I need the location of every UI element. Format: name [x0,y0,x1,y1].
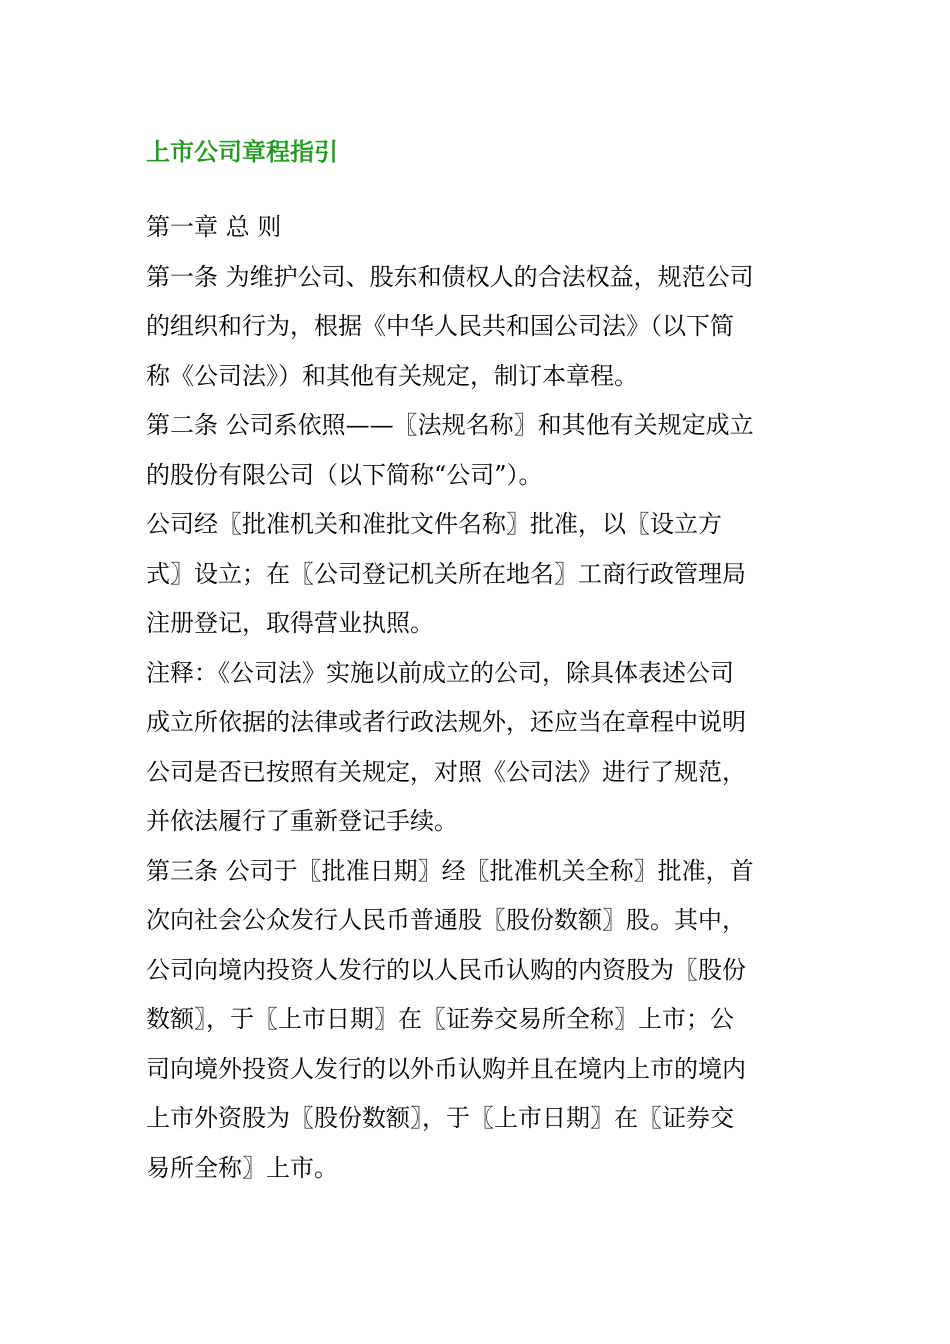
text-line: 数额〗，于〖上市日期〗在〖证券交易所全称〗上市；公 [146,1005,734,1033]
text-line: 的组织和行为，根据《中华人民共和国公司法》（以下简 [146,312,734,340]
document-body [146,203,806,1193]
text-line: 第三条 公司于〖批准日期〗经〖批准机关全称〗批准，首 [146,856,754,885]
text-line: 司向境外投资人发行的以外币认购并且在境内上市的境内 [146,1054,746,1083]
text-line: 并依法履行了重新登记手续。 [146,807,458,835]
text-line: 公司向境内投资人发行的以人民币认购的内资股为〖股份 [146,955,746,984]
text-line: 易所全称〗上市。 [146,1153,338,1182]
text-line: 次向社会公众发行人民币普通股〖股份数额〗股。其中， [146,906,746,934]
text-line: 上市外资股为〖股份数额〗，于〖上市日期〗在〖证券交 [146,1104,734,1132]
text-line: 公司是否已按照有关规定，对照《公司法》进行了规范， [146,757,746,786]
text-line: 的股份有限公司（以下简称“公司”）。 [146,460,543,489]
document-title: 上市公司章程指引 [146,138,338,166]
text-line: 第一章 总 则 [146,213,282,241]
text-line: 注释：《公司法》实施以前成立的公司，除具体表述公司 [146,658,734,687]
text-line: 称《公司法》）和其他有关规定，制订本章程。 [146,361,638,390]
text-line: 注册登记，取得营业执照。 [146,609,434,637]
text-line: 公司经〖批准机关和准批文件名称〗批准，以〖设立方 [146,510,722,538]
text-line: 式〗设立；在〖公司登记机关所在地名〗工商行政管理局 [146,559,746,588]
text-line: 第二条 公司系依照——〖法规名称〗和其他有关规定成立 [146,411,754,439]
text-line: 第一条 为维护公司、股东和债权人的合法权益，规范公司 [146,262,754,291]
text-line: 成立所依据的法律或者行政法规外，还应当在章程中说明 [146,708,746,736]
